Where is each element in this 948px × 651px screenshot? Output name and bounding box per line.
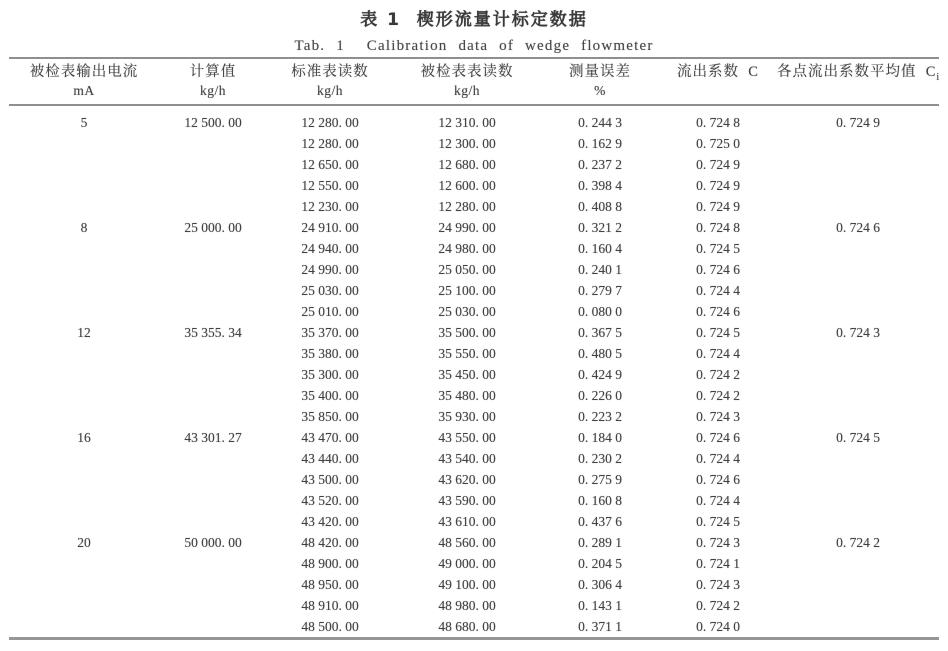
table-row — [9, 133, 939, 154]
cell-measurement-error: 0. 226 0 — [578, 388, 622, 403]
table-row — [9, 364, 939, 385]
cell-measurement-error: 0. 230 2 — [578, 451, 622, 466]
cell-output-current — [9, 574, 159, 595]
cell-avg-discharge-coeff — [777, 553, 939, 574]
cell-tested-reading: 12 600. 00 — [438, 178, 496, 193]
cell-discharge-coeff: 0. 724 4 — [696, 493, 740, 508]
cell-avg-discharge-coeff: 0. 724 2 — [836, 535, 880, 550]
cell-calculated-value — [159, 574, 267, 595]
cell-discharge-coeff: 0. 724 4 — [696, 283, 740, 298]
table-title-en: Tab. 1 Calibration data of wedge flowmeter — [294, 38, 654, 54]
cell-avg-discharge-coeff — [777, 595, 939, 616]
cell-avg-discharge-coeff — [777, 616, 939, 639]
column-unit: kg/h — [199, 83, 226, 98]
cell-measurement-error: 0. 237 2 — [578, 157, 622, 172]
cell-calculated-value: 35 355. 34 — [184, 325, 242, 340]
cell-output-current — [9, 364, 159, 385]
cell-standard-reading: 24 990. 00 — [301, 262, 359, 277]
cell-standard-reading: 35 370. 00 — [301, 325, 359, 340]
cell-avg-discharge-coeff — [777, 154, 939, 175]
cell-standard-reading: 35 380. 00 — [301, 346, 359, 361]
column-title: 标准表读数 — [291, 64, 369, 80]
cell-calculated-value — [159, 406, 267, 427]
cell-tested-reading: 35 480. 00 — [438, 388, 496, 403]
cell-output-current: 20 — [77, 535, 91, 550]
cell-output-current — [9, 406, 159, 427]
cell-calculated-value — [159, 595, 267, 616]
cell-output-current — [9, 595, 159, 616]
group-first-row — [9, 217, 939, 238]
column-title: 被检表输出电流 — [29, 64, 139, 80]
cell-avg-discharge-coeff — [777, 301, 939, 322]
table-row — [9, 511, 939, 532]
cell-tested-reading: 24 990. 00 — [438, 220, 496, 235]
cell-measurement-error: 0. 437 6 — [578, 514, 622, 529]
cell-output-current — [9, 133, 159, 154]
cell-tested-reading: 25 100. 00 — [438, 283, 496, 298]
cell-calculated-value — [159, 133, 267, 154]
cell-discharge-coeff: 0. 724 4 — [696, 346, 740, 361]
cell-tested-reading: 35 930. 00 — [438, 409, 496, 424]
table-row — [9, 616, 939, 639]
cell-standard-reading: 48 950. 00 — [301, 577, 359, 592]
cell-tested-reading: 48 980. 00 — [438, 598, 496, 613]
cell-standard-reading: 24 940. 00 — [301, 241, 359, 256]
column-title: 被检表表读数 — [420, 64, 514, 80]
cell-output-current: 5 — [80, 115, 88, 130]
column-title: 各点流出系数平均值 $C_i$ — [777, 64, 940, 83]
cell-discharge-coeff: 0. 724 5 — [696, 241, 740, 256]
table-row — [9, 196, 939, 217]
table-row — [9, 406, 939, 427]
cell-discharge-coeff: 0. 724 4 — [696, 451, 740, 466]
column-title: 流出系数 C — [677, 64, 759, 80]
cell-calculated-value — [159, 154, 267, 175]
cell-standard-reading: 43 520. 00 — [301, 493, 359, 508]
cell-standard-reading: 24 910. 00 — [301, 220, 359, 235]
cell-tested-reading: 43 540. 00 — [438, 451, 496, 466]
calibration-table — [9, 57, 939, 640]
cell-avg-discharge-coeff: 0. 724 5 — [836, 430, 880, 445]
cell-measurement-error: 0. 424 9 — [578, 367, 622, 382]
column-header — [541, 58, 659, 105]
cell-measurement-error: 0. 321 2 — [578, 220, 622, 235]
cell-avg-discharge-coeff — [777, 469, 939, 490]
cell-standard-reading: 48 910. 00 — [301, 598, 359, 613]
cell-measurement-error: 0. 279 7 — [578, 283, 622, 298]
cell-calculated-value — [159, 469, 267, 490]
cell-tested-reading: 43 610. 00 — [438, 514, 496, 529]
cell-standard-reading: 12 230. 00 — [301, 199, 359, 214]
cell-standard-reading: 48 500. 00 — [301, 619, 359, 634]
cell-avg-discharge-coeff — [777, 364, 939, 385]
cell-measurement-error: 0. 240 1 — [578, 262, 622, 277]
cell-discharge-coeff: 0. 724 0 — [696, 619, 740, 634]
cell-output-current — [9, 343, 159, 364]
table-header-row — [9, 58, 939, 105]
cell-tested-reading: 35 500. 00 — [438, 325, 496, 340]
cell-discharge-coeff: 0. 724 3 — [696, 409, 740, 424]
column-header — [659, 58, 777, 105]
cell-tested-reading: 12 680. 00 — [438, 157, 496, 172]
column-title-subscript: i — [936, 71, 940, 83]
cell-calculated-value: 25 000. 00 — [184, 220, 242, 235]
cell-measurement-error: 0. 143 1 — [578, 598, 622, 613]
table-body — [9, 105, 939, 639]
cell-output-current — [9, 196, 159, 217]
table-row — [9, 343, 939, 364]
cell-tested-reading: 43 620. 00 — [438, 472, 496, 487]
table-row — [9, 490, 939, 511]
table-row — [9, 259, 939, 280]
column-header — [267, 58, 393, 105]
cell-calculated-value — [159, 364, 267, 385]
column-header — [393, 58, 541, 105]
cell-calculated-value — [159, 616, 267, 639]
cell-discharge-coeff: 0. 724 1 — [696, 556, 740, 571]
table-row — [9, 595, 939, 616]
cell-output-current — [9, 511, 159, 532]
cell-standard-reading: 35 400. 00 — [301, 388, 359, 403]
cell-measurement-error: 0. 367 5 — [578, 325, 622, 340]
cell-standard-reading: 48 420. 00 — [301, 535, 359, 550]
cell-calculated-value — [159, 448, 267, 469]
cell-output-current — [9, 301, 159, 322]
cell-standard-reading: 12 280. 00 — [301, 115, 359, 130]
cell-avg-discharge-coeff — [777, 133, 939, 154]
cell-discharge-coeff: 0. 724 6 — [696, 304, 740, 319]
cell-output-current: 12 — [77, 325, 91, 340]
column-unit: kg/h — [453, 83, 480, 98]
cell-standard-reading: 43 470. 00 — [301, 430, 359, 445]
cell-measurement-error: 0. 160 8 — [578, 493, 622, 508]
cell-measurement-error: 0. 223 2 — [578, 409, 622, 424]
cell-calculated-value — [159, 385, 267, 406]
cell-calculated-value — [159, 259, 267, 280]
cell-output-current — [9, 259, 159, 280]
cell-tested-reading: 24 980. 00 — [438, 241, 496, 256]
cell-avg-discharge-coeff — [777, 490, 939, 511]
cell-measurement-error: 0. 204 5 — [578, 556, 622, 571]
cell-avg-discharge-coeff — [777, 343, 939, 364]
cell-calculated-value: 43 301. 27 — [184, 430, 242, 445]
table-row — [9, 469, 939, 490]
cell-avg-discharge-coeff — [777, 448, 939, 469]
cell-output-current — [9, 616, 159, 639]
cell-discharge-coeff: 0. 724 3 — [696, 577, 740, 592]
cell-avg-discharge-coeff — [777, 196, 939, 217]
cell-output-current — [9, 154, 159, 175]
cell-avg-discharge-coeff — [777, 574, 939, 595]
cell-output-current — [9, 280, 159, 301]
column-title: 测量误差 — [569, 64, 631, 80]
cell-standard-reading: 48 900. 00 — [301, 556, 359, 571]
cell-measurement-error: 0. 408 8 — [578, 199, 622, 214]
cell-discharge-coeff: 0. 725 0 — [696, 136, 740, 151]
column-unit: % — [594, 83, 606, 98]
cell-tested-reading: 25 030. 00 — [438, 304, 496, 319]
cell-discharge-coeff: 0. 724 6 — [696, 472, 740, 487]
cell-calculated-value: 50 000. 00 — [184, 535, 242, 550]
column-title: 计算值 — [189, 64, 237, 80]
cell-tested-reading: 25 050. 00 — [438, 262, 496, 277]
cell-standard-reading: 35 300. 00 — [301, 367, 359, 382]
cell-calculated-value — [159, 196, 267, 217]
cell-measurement-error: 0. 289 1 — [578, 535, 622, 550]
cell-output-current — [9, 469, 159, 490]
cell-discharge-coeff: 0. 724 2 — [696, 598, 740, 613]
table-row — [9, 175, 939, 196]
cell-output-current — [9, 448, 159, 469]
column-header — [777, 58, 939, 105]
cell-output-current: 8 — [80, 220, 88, 235]
cell-tested-reading: 35 450. 00 — [438, 367, 496, 382]
cell-standard-reading: 12 280. 00 — [301, 136, 359, 151]
cell-calculated-value — [159, 553, 267, 574]
cell-standard-reading: 25 010. 00 — [301, 304, 359, 319]
cell-standard-reading: 35 850. 00 — [301, 409, 359, 424]
cell-discharge-coeff: 0. 724 9 — [696, 157, 740, 172]
cell-calculated-value — [159, 490, 267, 511]
cell-discharge-coeff: 0. 724 9 — [696, 199, 740, 214]
table-header — [9, 58, 939, 105]
table-row — [9, 385, 939, 406]
cell-standard-reading: 12 550. 00 — [301, 178, 359, 193]
cell-avg-discharge-coeff: 0. 724 6 — [836, 220, 880, 235]
cell-calculated-value — [159, 175, 267, 196]
cell-discharge-coeff: 0. 724 8 — [696, 115, 740, 130]
cell-discharge-coeff: 0. 724 2 — [696, 388, 740, 403]
cell-calculated-value — [159, 301, 267, 322]
column-unit: kg/h — [316, 83, 343, 98]
cell-discharge-coeff: 0. 724 6 — [696, 430, 740, 445]
group-first-row — [9, 322, 939, 343]
cell-standard-reading: 43 500. 00 — [301, 472, 359, 487]
table-title-zh: 表 1 楔形流量计标定数据 — [360, 10, 588, 30]
cell-measurement-error: 0. 184 0 — [578, 430, 622, 445]
cell-measurement-error: 0. 371 1 — [578, 619, 622, 634]
table-row — [9, 553, 939, 574]
cell-output-current — [9, 553, 159, 574]
cell-calculated-value — [159, 343, 267, 364]
cell-discharge-coeff: 0. 724 8 — [696, 220, 740, 235]
cell-tested-reading: 43 590. 00 — [438, 493, 496, 508]
cell-output-current — [9, 175, 159, 196]
cell-calculated-value: 12 500. 00 — [184, 115, 242, 130]
cell-measurement-error: 0. 275 9 — [578, 472, 622, 487]
cell-measurement-error: 0. 306 4 — [578, 577, 622, 592]
cell-tested-reading: 48 680. 00 — [438, 619, 496, 634]
table-row — [9, 280, 939, 301]
cell-standard-reading: 43 420. 00 — [301, 514, 359, 529]
cell-tested-reading: 43 550. 00 — [438, 430, 496, 445]
table-row — [9, 448, 939, 469]
cell-avg-discharge-coeff — [777, 238, 939, 259]
cell-tested-reading: 48 560. 00 — [438, 535, 496, 550]
cell-output-current — [9, 238, 159, 259]
cell-output-current — [9, 385, 159, 406]
cell-discharge-coeff: 0. 724 6 — [696, 262, 740, 277]
cell-tested-reading: 12 310. 00 — [438, 115, 496, 130]
table-row — [9, 154, 939, 175]
cell-measurement-error: 0. 160 4 — [578, 241, 622, 256]
cell-calculated-value — [159, 280, 267, 301]
cell-avg-discharge-coeff — [777, 175, 939, 196]
cell-avg-discharge-coeff — [777, 259, 939, 280]
cell-measurement-error: 0. 398 4 — [578, 178, 622, 193]
column-unit: mA — [73, 83, 95, 98]
group-first-row — [9, 427, 939, 448]
table-row — [9, 301, 939, 322]
cell-tested-reading: 12 280. 00 — [438, 199, 496, 214]
cell-calculated-value — [159, 511, 267, 532]
column-header — [9, 58, 159, 105]
cell-measurement-error: 0. 162 9 — [578, 136, 622, 151]
cell-avg-discharge-coeff — [777, 385, 939, 406]
cell-measurement-error: 0. 480 5 — [578, 346, 622, 361]
cell-tested-reading: 49 000. 00 — [438, 556, 496, 571]
cell-discharge-coeff: 0. 724 5 — [696, 514, 740, 529]
cell-discharge-coeff: 0. 724 3 — [696, 535, 740, 550]
cell-avg-discharge-coeff: 0. 724 9 — [836, 115, 880, 130]
table-row — [9, 574, 939, 595]
cell-discharge-coeff: 0. 724 2 — [696, 367, 740, 382]
column-header — [159, 58, 267, 105]
table-row — [9, 238, 939, 259]
cell-output-current — [9, 490, 159, 511]
cell-measurement-error: 0. 244 3 — [578, 115, 622, 130]
cell-avg-discharge-coeff — [777, 406, 939, 427]
cell-standard-reading: 43 440. 00 — [301, 451, 359, 466]
group-first-row — [9, 532, 939, 553]
group-first-row — [9, 105, 939, 133]
cell-avg-discharge-coeff — [777, 280, 939, 301]
cell-discharge-coeff: 0. 724 9 — [696, 178, 740, 193]
cell-avg-discharge-coeff — [777, 511, 939, 532]
cell-tested-reading: 35 550. 00 — [438, 346, 496, 361]
cell-calculated-value — [159, 238, 267, 259]
cell-avg-discharge-coeff: 0. 724 3 — [836, 325, 880, 340]
cell-output-current: 16 — [77, 430, 91, 445]
cell-standard-reading: 25 030. 00 — [301, 283, 359, 298]
cell-tested-reading: 49 100. 00 — [438, 577, 496, 592]
cell-tested-reading: 12 300. 00 — [438, 136, 496, 151]
cell-discharge-coeff: 0. 724 5 — [696, 325, 740, 340]
cell-measurement-error: 0. 080 0 — [578, 304, 622, 319]
cell-standard-reading: 12 650. 00 — [301, 157, 359, 172]
